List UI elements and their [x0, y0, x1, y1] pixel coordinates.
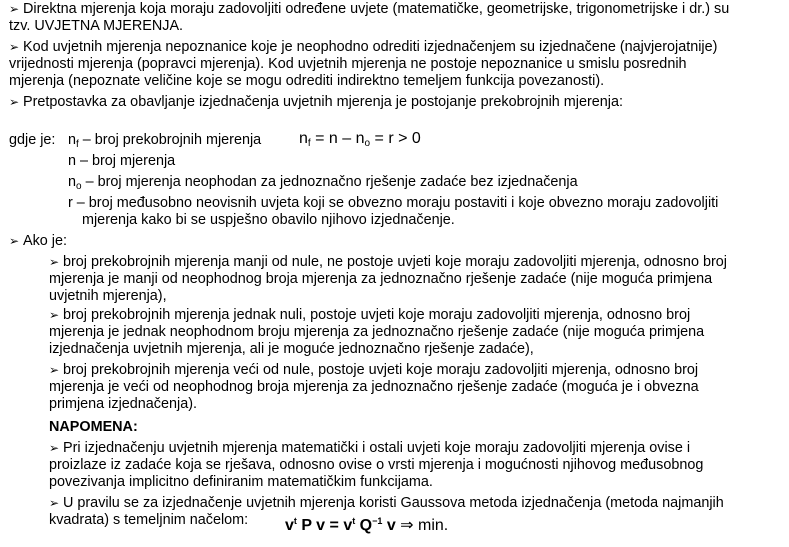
- note-2-line-1: ➢ U pravilu se za izjednačenje uvjetnih mjerenja koristi Gaussova metoda izjednačenja (metoda najmanjih: [49, 495, 724, 511]
- definition-n: n – broj mjerenja: [68, 153, 176, 169]
- bullet-2-line-1: ➢ Kod uvjetnih mjerenja nepoznanice koje je neophodno odrediti izjednačenjem su izjednačene (najvjerojatnije): [9, 39, 718, 55]
- arrow-bullet-icon: ➢: [49, 441, 60, 455]
- definition-no: $n_o$ – broj mjerenja neophodan za jednoznačno rješenje zadaće bez izjednačenja: [68, 174, 578, 192]
- note-1-line-2: proizlaze iz zadaće koja se rješava, odnosno ovise o vrsti mjerenja i mogućnosti njihovog međusobnog: [49, 457, 704, 473]
- arrow-bullet-icon: ➢: [49, 496, 60, 510]
- case-1-line-3: uvjetnih mjerenja),: [49, 288, 167, 304]
- bullet-3-line-1: ➢ Pretpostavka za obavljanje izjednačenja uvjetnih mjerenja je postojanje prekobrojnih mjerenja:: [9, 94, 623, 110]
- case-2-line-2: mjerenja je jednak neophodnom broju mjerenja za jednoznačno rješenje zadaće (nije moguća primjena: [49, 324, 705, 340]
- bullet-1-line-1: ➢ Direktna mjerenja koja moraju zadovoljiti određene uvjete (matematičke, geometrijske, trigonometrijske i dr.) su: [9, 1, 730, 17]
- gauss-formula: $v^t$ P $v = v^t$ $Q^{-1}$ v ⇒ min.: [285, 516, 449, 534]
- case-3-line-3: primjena izjednačenja).: [49, 396, 197, 412]
- bullet-2-line-2: vrijednosti mjerenja (popravci mjerenja). Kod uvjetnih mjerenja ne postoje nepoznanice u smislu posrednih: [9, 56, 687, 72]
- arrow-bullet-icon: ➢: [9, 40, 20, 54]
- definition-r-line-1: r – broj međusobno neovisnih uvjeta koji se obvezno moraju postaviti i koje obvezno moraju zadovoljiti: [68, 195, 719, 211]
- bullet-1-line-2: tzv. UVJETNA MJERENJA.: [9, 18, 184, 34]
- case-1-line-2: mjerenja je manji od neophodnog broja mjerenja za jednoznačno rješenje zadaće (nije moguća primjena: [49, 271, 713, 287]
- definition-r-line-2: mjerenja kako bi se uspješno obavilo njihovo izjednačenje.: [82, 212, 455, 228]
- arrow-bullet-icon: ➢: [9, 234, 20, 248]
- case-3-line-1: ➢ broj prekobrojnih mjerenja veći od nule, postoje uvjeti koje moraju zadovoljiti mjerenja, odnosno broj: [49, 362, 699, 378]
- definitions-intro: gdje je:: [9, 132, 56, 148]
- arrow-bullet-icon: ➢: [49, 255, 60, 269]
- note-1-line-1: ➢ Pri izjednačenju uvjetnih mjerenja matematički i ostali uvjeti koje moraju zadovoljiti mjerenja ovise i: [49, 440, 691, 456]
- case-1-line-1: ➢ broj prekobrojnih mjerenja manji od nule, ne postoje uvjeti koje moraju zadovoljiti mjerenja, odnosno broj: [49, 254, 727, 270]
- case-2-line-1: ➢ broj prekobrojnih mjerenja jednak nuli, postoje uvjeti koje moraju zadovoljiti mjerenja, odnosno broj: [49, 307, 691, 323]
- napomena-heading: NAPOMENA:: [49, 419, 138, 435]
- arrow-bullet-icon: ➢: [49, 363, 60, 377]
- note-2-line-2: kvadrata) s temeljnim načelom:: [49, 512, 249, 528]
- definition-nf: $n_f$ – broj prekobrojnih mjerenja: [68, 132, 262, 150]
- arrow-bullet-icon: ➢: [9, 95, 20, 109]
- case-2-line-3: izjednačenja uvjetnih mjerenja, ali je moguće jednoznačno rješenje zadaće),: [49, 341, 534, 357]
- redundancy-equation: $n_f = n - n_o = r > 0$: [299, 130, 421, 149]
- bullet-2-line-3: mjerenja (nepoznate veličine koje se mogu odrediti indirektno temeljem funkcija povezanosti).: [9, 73, 605, 89]
- arrow-bullet-icon: ➢: [49, 308, 60, 322]
- case-3-line-2: mjerenja je veći od neophodnog broja mjerenja za jednoznačno rješenje zadaće (moguća je i obvezna: [49, 379, 699, 395]
- note-1-line-3: povezivanja implicitno definiranim matematičkim funkcijama.: [49, 474, 433, 490]
- arrow-bullet-icon: ➢: [9, 2, 20, 16]
- ako-heading: ➢ Ako je:: [9, 233, 67, 249]
